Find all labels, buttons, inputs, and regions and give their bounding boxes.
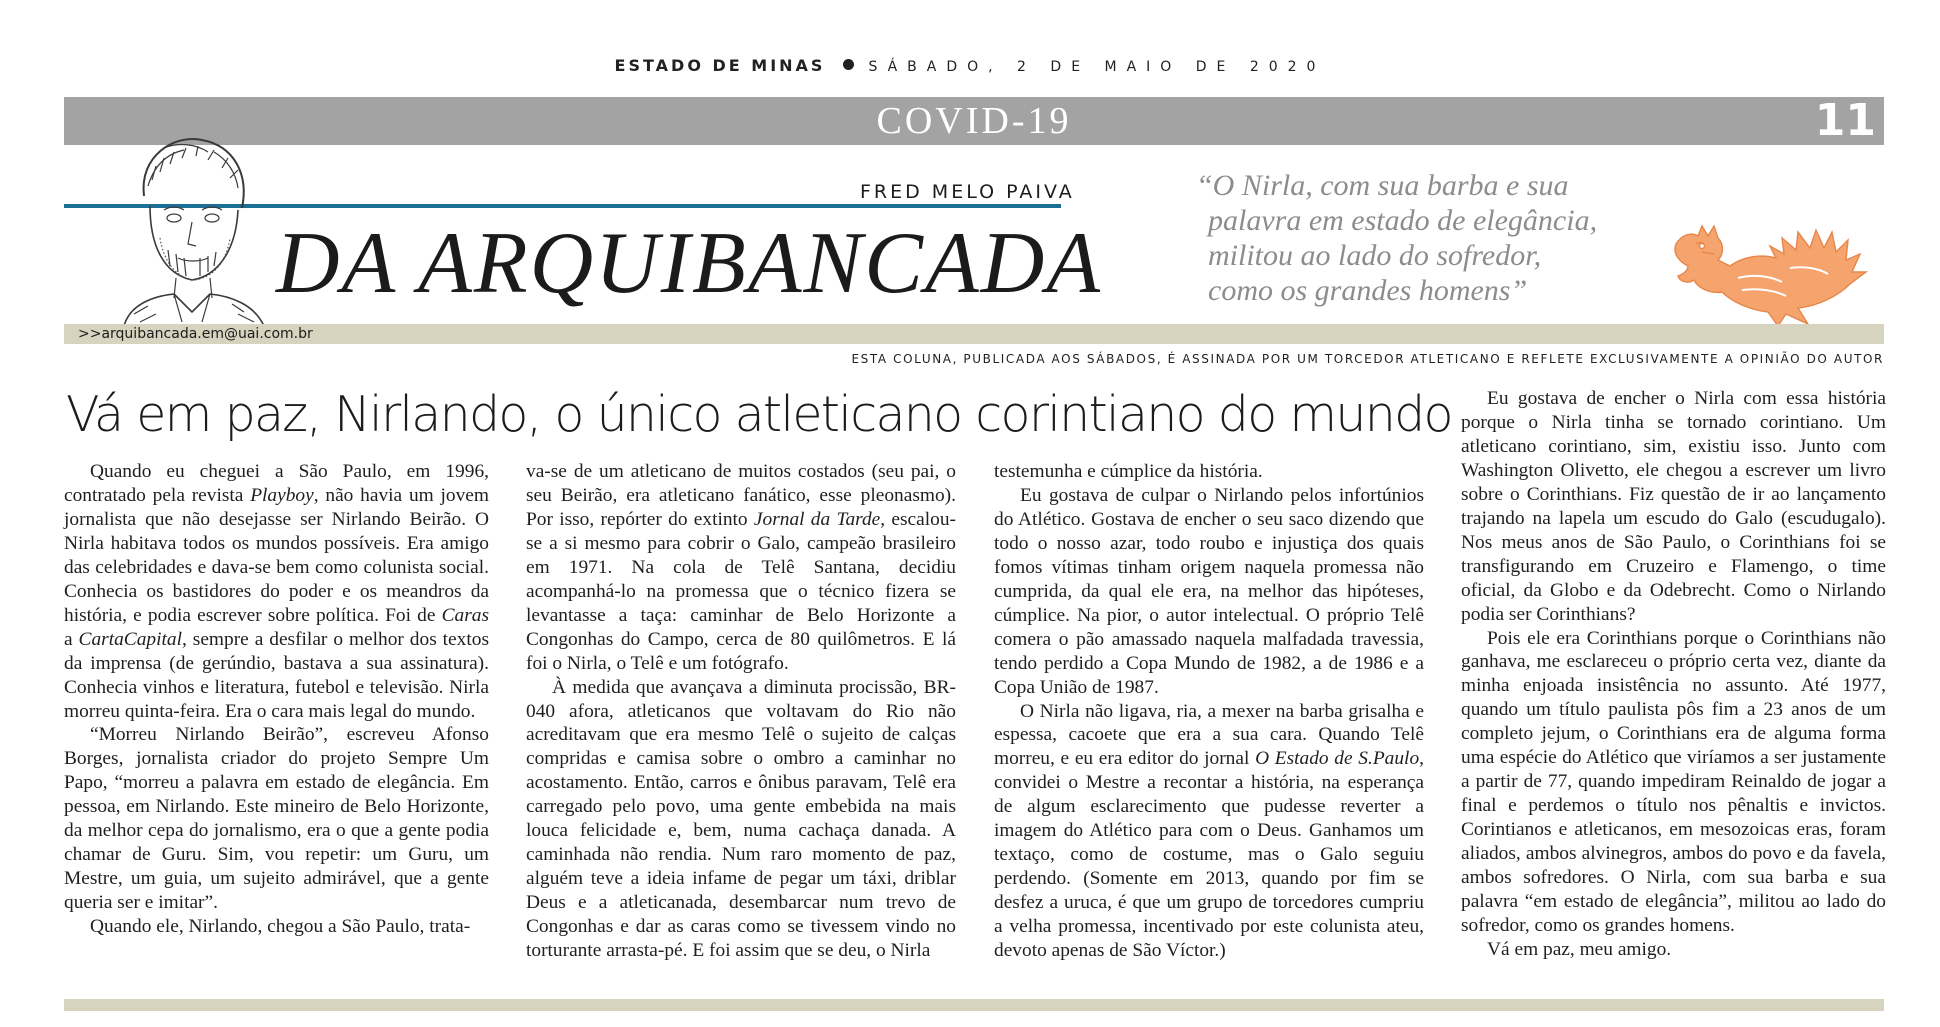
article-paragraph: Eu gostava de encher o Nirla com essa história porque o Nirla tinha se tornado corintiano. Um atleticano corintiano, sim, existiu isso. Junto com Washington Olivetto, ele chegou a escrever um livro sobre o Corinthians. Fiz questão de ir ao lançamento trajando na lapela um escudo do Galo (escudugalo). Nos meus anos de São Paulo, o Corinthians foi se transfigurando em Cruzeiro e Flamengo, o time oficial, da Globo e da Odebrecht. Como o Nirlando podia ser Corinthians? xyxy=(1461,388,1886,625)
article-paragraph xyxy=(994,700,1424,963)
article-paragraph: Quando ele, Nirlando, chegou a São Paulo, trata- xyxy=(90,916,471,938)
article-paragraph xyxy=(64,460,489,723)
publication-name: O Estado de S.Paulo xyxy=(1255,748,1420,770)
contact-bar xyxy=(64,324,1884,344)
footer-bar xyxy=(64,999,1884,1011)
issue-date: SÁBADO, 2 DE MAIO DE 2020 xyxy=(868,59,1326,75)
article-column-4 xyxy=(1461,387,1886,962)
publication-name: CartaCapital xyxy=(78,628,182,650)
paragraph-text: , escalou-se a si mesmo para cobrir o Galo, campeão brasileiro em 1971. Na cola de Telê Santana, decidiu acompanhá-lo na promessa que o técnico fizera se levantasse a taça: caminhar de Belo Horizonte a Congonhas do Campo, cerca de 80 quilômetros. E lá foi o Nirla, o Telê e um fotógrafo. xyxy=(526,508,956,674)
article-column-1 xyxy=(64,460,489,939)
bullet-icon xyxy=(843,59,854,70)
article-paragraph: testemunha e cúmplice da história. xyxy=(994,461,1263,482)
paragraph-text: , sempre a desfilar o melhor dos textos da imprensa (de gerúndio, bastava a sua assinatura). Conhecia vinhos e literatura, futebol e televisão. Nirla morreu quinta-feira. Era o cara mais legal do mundo. xyxy=(64,628,489,722)
pull-quote-line: palavra em estado de elegância, xyxy=(1208,204,1598,237)
newspaper-name: ESTADO DE MINAS xyxy=(614,56,826,75)
paragraph-text: a xyxy=(64,628,79,650)
pull-quote xyxy=(1196,168,1666,308)
article-paragraph: Pois ele era Corinthians porque o Corinthians não ganhava, me esclareceu o próprio certa vez, diante da minha enjoada insistência no assunto. Até 1977, quando um título paulista pôs fim a 23 anos de um completo jejum, o Corinthians era de alguma forma uma espécie do Atlético que viríamos a ser justamente a partir de 77, quando impediram Reinaldo de jogar a final e perdemos o título nos pênaltis e invictos. Corintianos e atleticanos, em mesozoicas eras, foram aliados, ambos alvinegros, ambos do povo e da favela, ambos sofredores. O Nirla, com sua barba e sua palavra “em estado de elegância”, militou ao lado do sofredor, como os grandes homens. xyxy=(1461,627,1886,936)
column-disclaimer: ESTA COLUNA, PUBLICADA AOS SÁBADOS, É ASSINADA POR UM TORCEDOR ATLETICANO E REFLETE EXCLUSIVAMENTE A OPINIÃO DO AUTOR xyxy=(851,352,1884,366)
masthead xyxy=(0,56,1940,75)
page-number: 11 xyxy=(1814,95,1876,146)
article-column-2 xyxy=(526,460,956,963)
article-headline: Vá em paz, Nirlando, o único atleticano corintiano do mundo xyxy=(66,386,1452,443)
pull-quote-line: militou ao lado do sofredor, xyxy=(1208,239,1542,272)
article-paragraph: À medida que avançava a diminuta procissão, BR-040 afora, atleticanos que voltavam do Rio não acreditavam que era mesmo Telê o sujeito de calças compridas e camisa sobre o ombro a caminhar no acostamento. Então, carros e ônibus paravam, Telê era carregado pelo povo, uma gente embebida na mais louca felicidade e, bem, numa cachaça danada. A caminhada não rendia. Num raro momento de paz, alguém teve a ideia infame de pegar um táxi, driblar Deus e a atleticanada, desembarcar num trevo de Congonhas e dar as caras como se tivessem vindo no torturante arrasta-pé. E foi assim que se deu, o Nirla xyxy=(526,676,956,962)
pull-quote-line: “O Nirla, com sua barba e sua xyxy=(1196,169,1569,202)
author-email-link[interactable]: >>arquibancada.em@uai.com.br xyxy=(78,326,313,342)
publication-name: Playboy xyxy=(250,484,314,506)
paragraph-text: va-se de um atleticano de muitos costados (seu pai, o seu Beirão, era atleticano fanático, esse pleonasmo). Por isso, repórter do extinto xyxy=(526,461,956,530)
paragraph-text: , convidei o Mestre a recontar a história, na esperança de algum esclarecimento que pudesse reverter a imagem do Atlético para com o Deus. Ganhamos um textaço, como de costume, mas o Galo seguiu perdendo. (Somente em 2013, quando por fim se desfez a uruca, é que um grupo de torcedores cumpriu a velha promessa, incentivado por este colunista ateu, devoto apenas de São Víctor.) xyxy=(994,748,1425,962)
paragraph-text: , não havia um jovem jornalista que não desejasse ser Nirlando Beirão. O Nirla habitava todos os mundos possíveis. Era amigo das celebridades e dava-se bem como colunista social. Conhecia os bastidores do poder e os meandros da história, e podia escrever sobre política. Foi de xyxy=(64,484,489,626)
article-column-3 xyxy=(994,460,1424,963)
section-title: COVID-19 xyxy=(876,100,1072,142)
paragraph-text: O Nirla não ligava, ria, a mexer na barba grisalha e espessa, cacoete que era a sua cara. Quando Telê morreu, e eu era editor do jornal xyxy=(994,700,1424,770)
author-portrait-illustration xyxy=(104,126,272,326)
rooster-icon xyxy=(1658,196,1888,328)
pull-quote-line: como os grandes homens” xyxy=(1208,274,1528,307)
column-title: DA ARQUIBANCADA xyxy=(276,215,1102,312)
section-bar xyxy=(64,97,1884,145)
article-paragraph: Eu gostava de culpar o Nirlando pelos infortúnios do Atlético. Gostava de encher o seu saco dizendo que todo o nosso azar, todo roubo e injustiça dos quais fomos vítimas tinham origem naquela promessa não cumprida, da qual ele era, na melhor das hipóteses, cúmplice. Na pior, o autor intelectual. O próprio Telê comera o pão amassado naquela malfadada travessia, tendo perdido a Copa Mundo de 1982, a de 1986 e a Copa União de 1987. xyxy=(994,484,1424,698)
publication-name: Jornal da Tarde xyxy=(753,508,881,530)
article-paragraph: “Morreu Nirlando Beirão”, escreveu Afonso Borges, jornalista criador do projeto Sempre Um Papo, “morreu a palavra em estado de elegância. Em pessoa, em Nirlando. Este mineiro de Belo Horizonte, da melhor cepa do jornalismo, era o que a gente podia chamar de Guru. Sim, vou repetir: um Guru, um Mestre, um guia, um sujeito admirável, que a gente queria ser e imitar”. xyxy=(64,724,489,914)
publication-name: Caras xyxy=(441,604,489,626)
paragraph-text: Quando eu cheguei a São Paulo, em 1996, contratado pela revista xyxy=(64,461,489,506)
article-paragraph xyxy=(526,460,956,676)
article-paragraph: Vá em paz, meu amigo. xyxy=(1487,938,1672,960)
author-byline: FRED MELO PAIVA xyxy=(860,181,1075,203)
